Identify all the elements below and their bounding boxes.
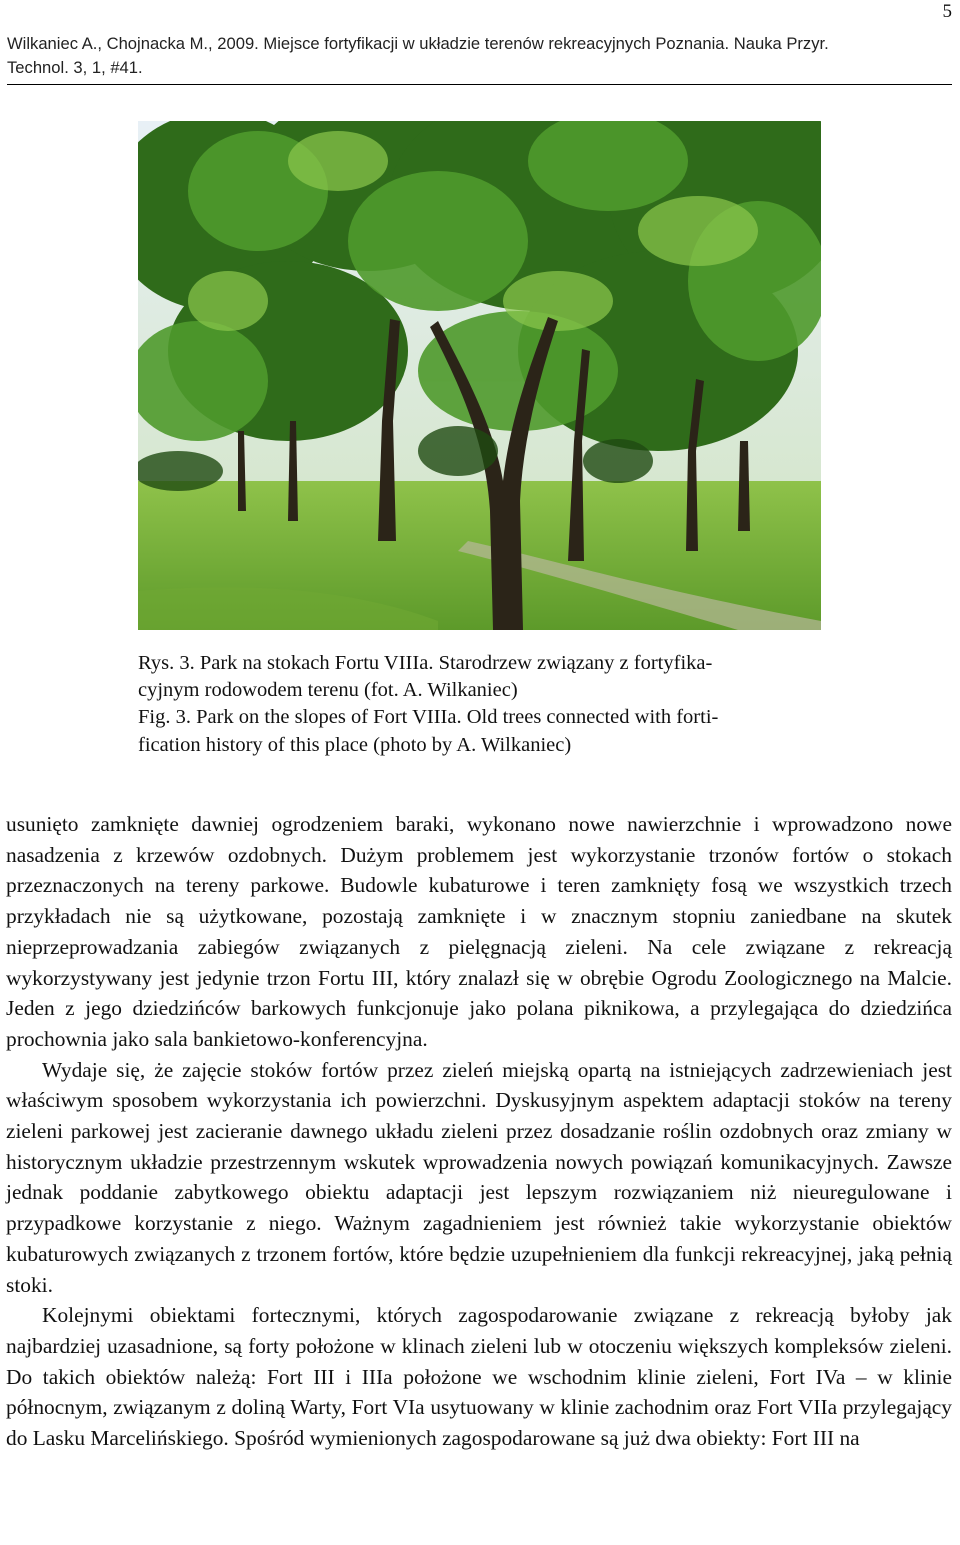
caption-polish-line-1: Rys. 3. Park na stokach Fortu VIIIa. Starodrzew związany z fortyfika- xyxy=(138,652,713,674)
figure-caption xyxy=(138,650,838,759)
body-text xyxy=(6,809,952,1454)
caption-english-line-1: Fig. 3. Park on the slopes of Fort VIIIa. Old trees connected with forti- xyxy=(138,706,719,729)
running-header-line-1: Wilkaniec A., Chojnacka M., 2009. Miejsce fortyfikacji w układzie terenów rekreacyjnych Poznania. Nauka Przyr. xyxy=(7,34,829,53)
page-number: 5 xyxy=(942,1,952,22)
running-header xyxy=(7,32,952,85)
paragraph-1: usunięto zamknięte dawniej ogrodzeniem baraki, wykonano nowe nawierzchnie i wprowadzono nowe nasadzenia z krzewów ozdobnych. Dużym problemem jest wykorzystanie trzonów fortów o stokach przeznaczonych na tereny parkowe. Budowle kubaturowe i teren zamknięty fosą we wszystkich trzech przykładach nie są użytkowane, pozostają zamknięte i w znacznym stopniu zaniedbane na skutek nieprzeprowadzania zabiegów związanych z pielęgnacją zieleni. Na cele związane z rekreacją wykorzystywany jest jedynie trzon Fortu III, który znalazł się w obrębie Ogrodu Zoologicznego na Malcie. Jeden z jego dziedzińców barkowych funkcjonuje jako polana piknikowa, a przylegająca do dziedzińca prochownia jako sala bankietowo-konferencyjna. xyxy=(6,812,952,1051)
running-header-line-2: Technol. 3, 1, #41. xyxy=(7,58,143,77)
caption-polish-line-2: cyjnym rodowodem terenu (fot. A. Wilkaniec) xyxy=(138,679,518,702)
paragraph-3: Kolejnymi obiektami fortecznymi, których zagospodarowanie związane z rekreacją byłoby jak najbardziej uzasadnione, są forty położone w klinach zieleni lub w otoczeniu większych kompleksów zieleni. Do takich obiektów należą: Fort III i IIIa położone we wschodnim klinie zieleni, Fort IVa – w klinie północnym, związanym z doliną Warty, Fort VIa usytuowany w klinie zachodnim oraz Fort VIIa przylegający do Lasku Marcelińskiego. Spośród wymienionych zagospodarowane są już dwa obiekty: Fort III na xyxy=(6,1303,952,1451)
park-trees-image xyxy=(138,121,821,630)
paragraph-2: Wydaje się, że zajęcie stoków fortów przez zieleń miejską opartą na istniejących zadrzewieniach jest właściwym sposobem wykorzystania ich powierzchni. Dyskusyjnym aspektem adaptacji stoków na tereny zieleni parkowej jest zacieranie dawnego układu zieleni przez dosadzanie roślin ozdobnych oraz zmiany w historycznym układzie przestrzennym wskutek wprowadzenia nowych powiązań komunikacyjnych. Zawsze jednak poddanie zabytkowego obiektu adaptacji jest lepszym rozwiązaniem niż nieuregulowane i przypadkowe korzystanie z niego. Ważnym zagadnieniem jest również takie wykorzystanie obiektów kubaturowych związanych z trzonem fortów, które będzie uzupełnieniem dla funkcji rekreacyjnej, jaką pełnią stoki. xyxy=(6,1057,952,1297)
caption-english-line-2: fication history of this place (photo by A. Wilkaniec) xyxy=(138,733,572,756)
park-photo xyxy=(138,121,821,630)
